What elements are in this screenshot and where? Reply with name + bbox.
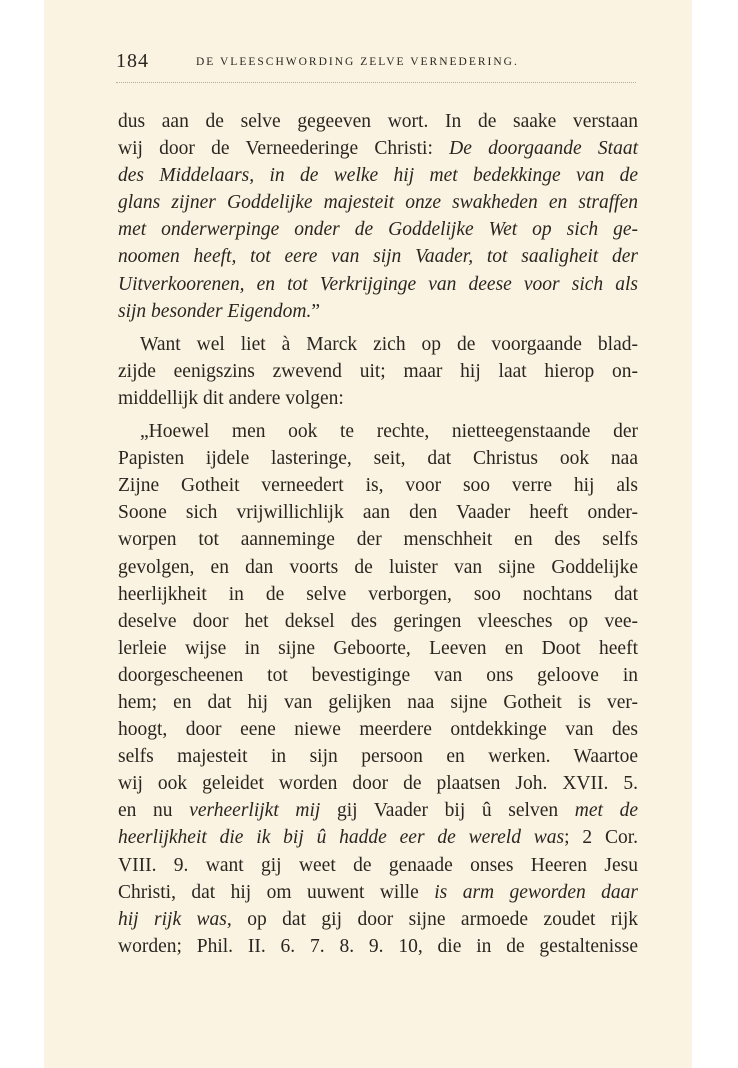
text-segment: Papisten ijdele lasteringe, seit, dat Christus ook naa: [118, 448, 638, 470]
italic-text: verheerlijkt mij: [189, 800, 321, 822]
text-line: [118, 526, 638, 553]
italic-text: Uitverkoorenen, en tot Verkrijginge van deese voor sich als: [118, 273, 638, 295]
book-page: [44, 0, 692, 1068]
text-segment: Zijne Gotheit verneedert is, voor soo verre hij als: [118, 475, 638, 497]
text-line: [118, 298, 638, 325]
text-line: [118, 852, 638, 879]
italic-text: heerlijkheit die ik bij û hadde eer de wereld was: [118, 827, 565, 849]
page-header: [116, 50, 596, 74]
body-text: [118, 108, 638, 960]
text-segment: wij ook geleidet worden door de plaatsen Joh. XVII. 5.: [118, 773, 638, 795]
italic-text: met de: [574, 800, 638, 822]
text-segment: Christi, dat hij om uuwent wille: [118, 881, 435, 903]
text-line: [118, 108, 638, 135]
text-segment: hem; en dat hij van gelijken naa sijne Gotheit is ver-: [118, 691, 638, 713]
text-line: [118, 716, 638, 743]
italic-text: des Middelaars, in de welke hij met bedekkinge van de: [118, 165, 638, 187]
text-segment: en nu: [118, 800, 190, 822]
italic-text: De doorgaande Staat: [449, 138, 639, 160]
page-number: 184: [116, 50, 149, 72]
text-line: [118, 662, 638, 689]
text-segment: VIII. 9. want gij weet de genaade onses Heeren Jesu: [118, 854, 638, 876]
text-segment: wij door de Verneederinge Christi:: [118, 138, 450, 160]
text-line: [118, 331, 638, 358]
text-line: [118, 445, 638, 472]
text-line: [118, 743, 638, 770]
text-line: [118, 608, 638, 635]
text-line: [118, 879, 638, 906]
text-line: [118, 418, 638, 445]
text-segment: gij Vaader bij û selven: [320, 800, 575, 822]
text-line: [118, 933, 638, 960]
text-line: [118, 499, 638, 526]
text-line: [118, 824, 638, 851]
text-line: [118, 271, 638, 298]
text-line: [118, 472, 638, 499]
text-segment: middellijk dit andere volgen:: [118, 387, 344, 409]
text-line: [118, 554, 638, 581]
text-segment: heerlijkheit in de selve verborgen, soo nochtans dat: [118, 583, 638, 605]
text-segment: worpen tot aanneminge der menschheit en des selfs: [118, 529, 638, 551]
text-line: [118, 385, 638, 412]
text-segment: worden; Phil. II. 6. 7. 8. 9. 10, die in de gestaltenisse: [118, 935, 638, 957]
text-segment: doorgescheenen tot bevestiginge van ons geloove in: [118, 664, 638, 686]
text-line: [118, 581, 638, 608]
text-segment: „Hoewel men ook te rechte, nietteegenstaande der: [140, 421, 638, 443]
text-line: [118, 189, 638, 216]
text-segment: ; 2 Cor.: [564, 827, 638, 849]
text-line: [118, 216, 638, 243]
header-rule: [116, 82, 636, 83]
italic-text: noomen heeft, tot eere van sijn Vaader, tot saaligheit der: [118, 246, 638, 268]
text-segment: dus aan de selve gegeeven wort. In de saake verstaan: [118, 111, 638, 132]
text-line: [118, 689, 638, 716]
text-segment: Want wel liet à Marck zich op de voorgaande blad-: [140, 333, 638, 355]
text-segment: hoogt, door eene niewe meerdere ontdekkinge van des: [118, 719, 638, 741]
italic-text: sijn besonder Eigendom.: [118, 300, 312, 322]
text-line: [118, 770, 638, 797]
italic-text: glans zijner Goddelijke majesteit onze swakheden en straffen: [118, 192, 638, 214]
text-segment: Soone sich vrijwillichlijk aan den Vaader heeft onder-: [118, 502, 638, 524]
italic-text: is arm geworden daar: [434, 881, 638, 903]
text-segment: op dat gij door sijne armoede zoudet rijk: [231, 908, 638, 930]
text-line: [118, 358, 638, 385]
text-line: [118, 797, 638, 824]
text-line: [118, 635, 638, 662]
text-segment: selfs majesteit in sijn persoon en werken. Waartoe: [118, 746, 638, 768]
text-line: [118, 135, 638, 162]
running-title: DE VLEESCHWORDING ZELVE VERNEDERING.: [196, 56, 519, 68]
text-segment: deselve door het deksel des geringen vleesches op vee-: [118, 610, 638, 632]
italic-text: met onderwerpinge onder de Goddelijke Wet op sich ge-: [118, 219, 638, 241]
text-segment: lerleie wijse in sijne Geboorte, Leeven en Doot heeft: [118, 637, 638, 659]
text-line: [118, 243, 638, 270]
text-segment: zijde eenigszins zwevend uit; maar hij laat hierop on-: [118, 360, 638, 382]
text-segment: ”: [311, 300, 321, 322]
text-segment: gevolgen, en dan voorts de luister van sijne Goddelijke: [118, 556, 638, 578]
italic-text: hij rijk was,: [118, 908, 232, 930]
text-line: [118, 906, 638, 933]
text-line: [118, 162, 638, 189]
